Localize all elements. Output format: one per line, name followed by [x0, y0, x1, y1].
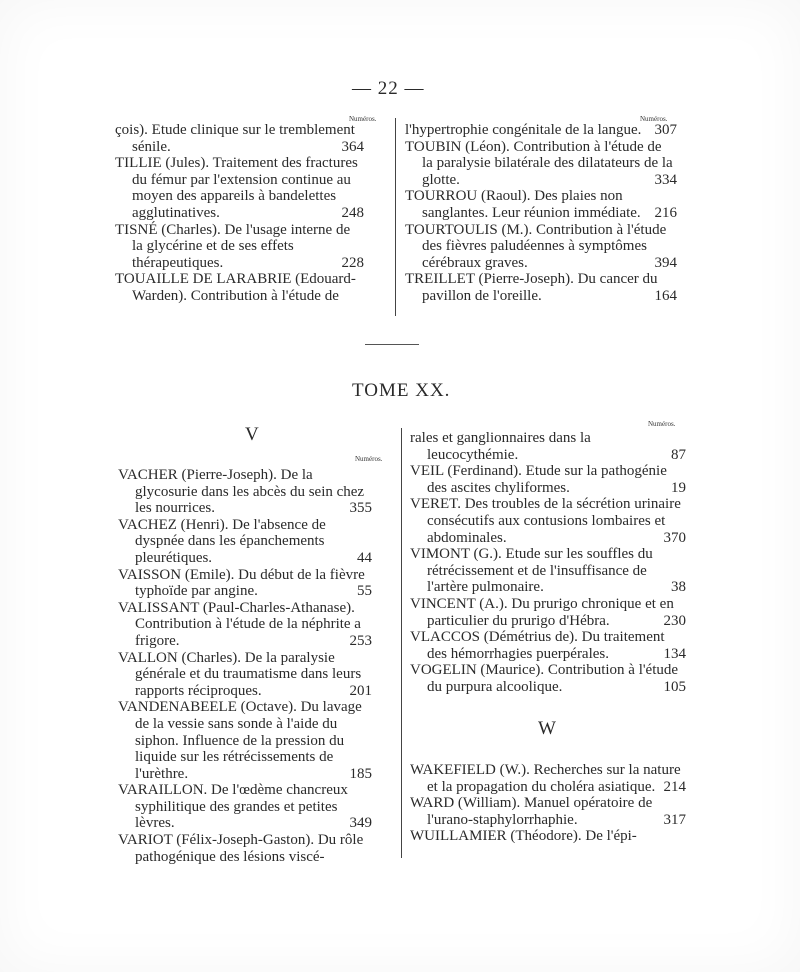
entry-number: 248	[341, 204, 364, 221]
entry-text: WAKEFIELD (W.). Recherches sur la nature et la propagation du choléra asiatique.	[410, 762, 681, 795]
entry-text: VERET. Des troubles de la sécrétion urinaire consécutifs aux contusions lombaires et abdominales.	[410, 496, 681, 546]
entry-number: 105	[663, 678, 686, 695]
entry-text: VARIOT (Félix-Joseph-Gaston). Du rôle pathogénique des lésions viscé-	[118, 832, 364, 865]
entry-text: TOURROU (Raoul). Des plaies non sanglantes. Leur réunion immédiate.	[405, 188, 641, 221]
index-entry	[410, 463, 686, 496]
entry-text: TREILLET (Pierre-Joseph). Du cancer du pavillon de l'oreille.	[405, 271, 658, 304]
numeros-label: Numéros.	[349, 115, 377, 123]
index-entry	[410, 546, 686, 596]
entry-number: 394	[654, 254, 677, 271]
letter-heading-w: W	[538, 718, 556, 739]
entry-text: VLACCOS (Démétrius de). Du traitement des hémorrhagies puerpérales.	[410, 629, 665, 662]
entry-text: VALISSANT (Paul-Charles-Athanase). Contribution à l'étude de la néphrite a frigore.	[118, 599, 361, 649]
letter-heading-v: V	[245, 424, 259, 445]
entry-number: 201	[349, 682, 372, 699]
entry-text: TOURTOULIS (M.). Contribution à l'étude des fièvres paludéennes à symptômes cérébraux graves.	[405, 221, 667, 271]
numeros-label: Numéros.	[648, 420, 676, 428]
bottom-right-column	[410, 430, 686, 696]
index-entry	[410, 662, 686, 695]
index-entry	[118, 599, 372, 650]
entry-number: 38	[671, 579, 686, 596]
entry-text: VANDENABEELE (Octave). Du lavage de la vessie sans sonde à l'aide du siphon. Influence de la pression du liquide sur les rétrécissements de l'urèthre.	[118, 699, 362, 782]
entry-text: VEIL (Ferdinand). Etude sur la pathogénie des ascites chyliformes.	[410, 463, 667, 496]
entry-number: 370	[663, 529, 686, 546]
entry-text: VALLON (Charles). De la paralysie générale et du traumatisme dans leurs rapports réciproques.	[118, 649, 362, 699]
index-entry	[410, 595, 686, 629]
index-entry	[115, 271, 360, 304]
entry-number: 44	[357, 549, 372, 566]
entry-text: VOGELIN (Maurice). Contribution à l'étude du purpura alcoolique.	[410, 662, 679, 695]
index-entry	[405, 271, 677, 304]
numeros-label: Numéros.	[355, 455, 383, 463]
index-entry	[118, 782, 372, 832]
column-divider	[395, 118, 396, 316]
index-entry	[410, 762, 686, 795]
entry-number: 216	[654, 204, 677, 221]
entry-number: 164	[654, 287, 677, 304]
index-entry	[405, 221, 677, 272]
entry-number: 307	[654, 122, 677, 138]
entry-number: 19	[671, 479, 686, 496]
entry-number: 253	[349, 632, 372, 649]
index-entry	[405, 122, 677, 139]
entry-number: 228	[341, 254, 364, 271]
entry-number: 55	[357, 583, 372, 600]
column-divider	[401, 428, 402, 858]
entry-text: VARAILLON. De l'œdème chancreux syphilitique des grandes et petites lèvres.	[118, 782, 348, 832]
section-rule	[365, 344, 419, 345]
entry-number: 134	[663, 645, 686, 662]
entry-text: TISNÉ (Charles). De l'usage interne de la glycérine et de ses effets thérapeutiques.	[115, 221, 351, 271]
entry-number: 230	[663, 612, 686, 629]
entry-text: rales et ganglionnaires dans la leucocythémie.	[410, 430, 591, 463]
entry-text: çois). Etude clinique sur le tremblement sénile.	[115, 122, 355, 155]
entry-text: VACHER (Pierre-Joseph). De la glycosurie dans les abcès du sein chez les nourrices.	[118, 467, 365, 517]
entry-text: TOUAILLE DE LARABRIE (Edouard-Warden). Contribution à l'étude de	[115, 271, 356, 304]
entry-number: 364	[341, 138, 364, 155]
index-entry	[410, 828, 682, 845]
index-entry	[118, 699, 372, 782]
index-entry	[115, 221, 364, 272]
index-entry	[118, 467, 372, 517]
index-entry	[118, 649, 372, 700]
entry-text: VINCENT (A.). Du prurigo chronique et en particulier du prurigo d'Hébra.	[410, 595, 674, 629]
index-entry	[405, 188, 677, 221]
numeros-label: Numéros.	[640, 115, 668, 123]
bottom-left-column	[118, 467, 372, 865]
entry-number: 87	[671, 446, 686, 463]
index-entry	[118, 566, 372, 600]
tome-title: TOME XX.	[352, 380, 451, 401]
entry-number: 317	[663, 811, 686, 828]
index-entry	[115, 155, 364, 221]
page-number: — 22 —	[352, 78, 425, 99]
entry-text: TOUBIN (Léon). Contribution à l'étude de la paralysie bilatérale des dilatateurs de la glotte.	[405, 138, 673, 188]
entry-text: VIMONT (G.). Etude sur les souffles du rétrécissement et de l'insuffisance de l'artère pulmonaire.	[410, 546, 653, 596]
index-entry	[118, 832, 368, 865]
entry-number: 349	[349, 815, 372, 832]
entry-text: VACHEZ (Henri). De l'absence de dyspnée dans les épanchements pleurétiques.	[118, 516, 326, 566]
index-entry	[410, 629, 686, 662]
index-entry	[118, 516, 372, 567]
top-right-column	[405, 122, 677, 305]
bottom-right-w-column	[410, 762, 686, 845]
index-entry	[410, 795, 686, 828]
entry-text: WUILLAMIER (Théodore). De l'épi-	[410, 828, 637, 845]
entry-number: 214	[663, 778, 686, 795]
entry-text: TILLIE (Jules). Traitement des fractures du fémur par l'extension continue au moyen des appareils à bandelettes agglutinatives.	[115, 155, 358, 221]
entry-number: 185	[349, 765, 372, 782]
entry-text: l'hypertrophie congénitale de la langue.	[405, 122, 642, 138]
entry-text: WARD (William). Manuel opératoire de l'urano-staphylorrhaphie.	[410, 795, 653, 828]
index-entry	[405, 138, 677, 189]
entry-text: VAISSON (Emile). Du début de la fièvre typhoïde par angine.	[118, 566, 365, 600]
entry-number: 334	[654, 171, 677, 188]
index-entry	[115, 122, 364, 155]
index-entry	[410, 430, 686, 463]
index-entry	[410, 496, 686, 546]
top-left-column	[115, 122, 364, 305]
entry-number: 355	[349, 500, 372, 517]
